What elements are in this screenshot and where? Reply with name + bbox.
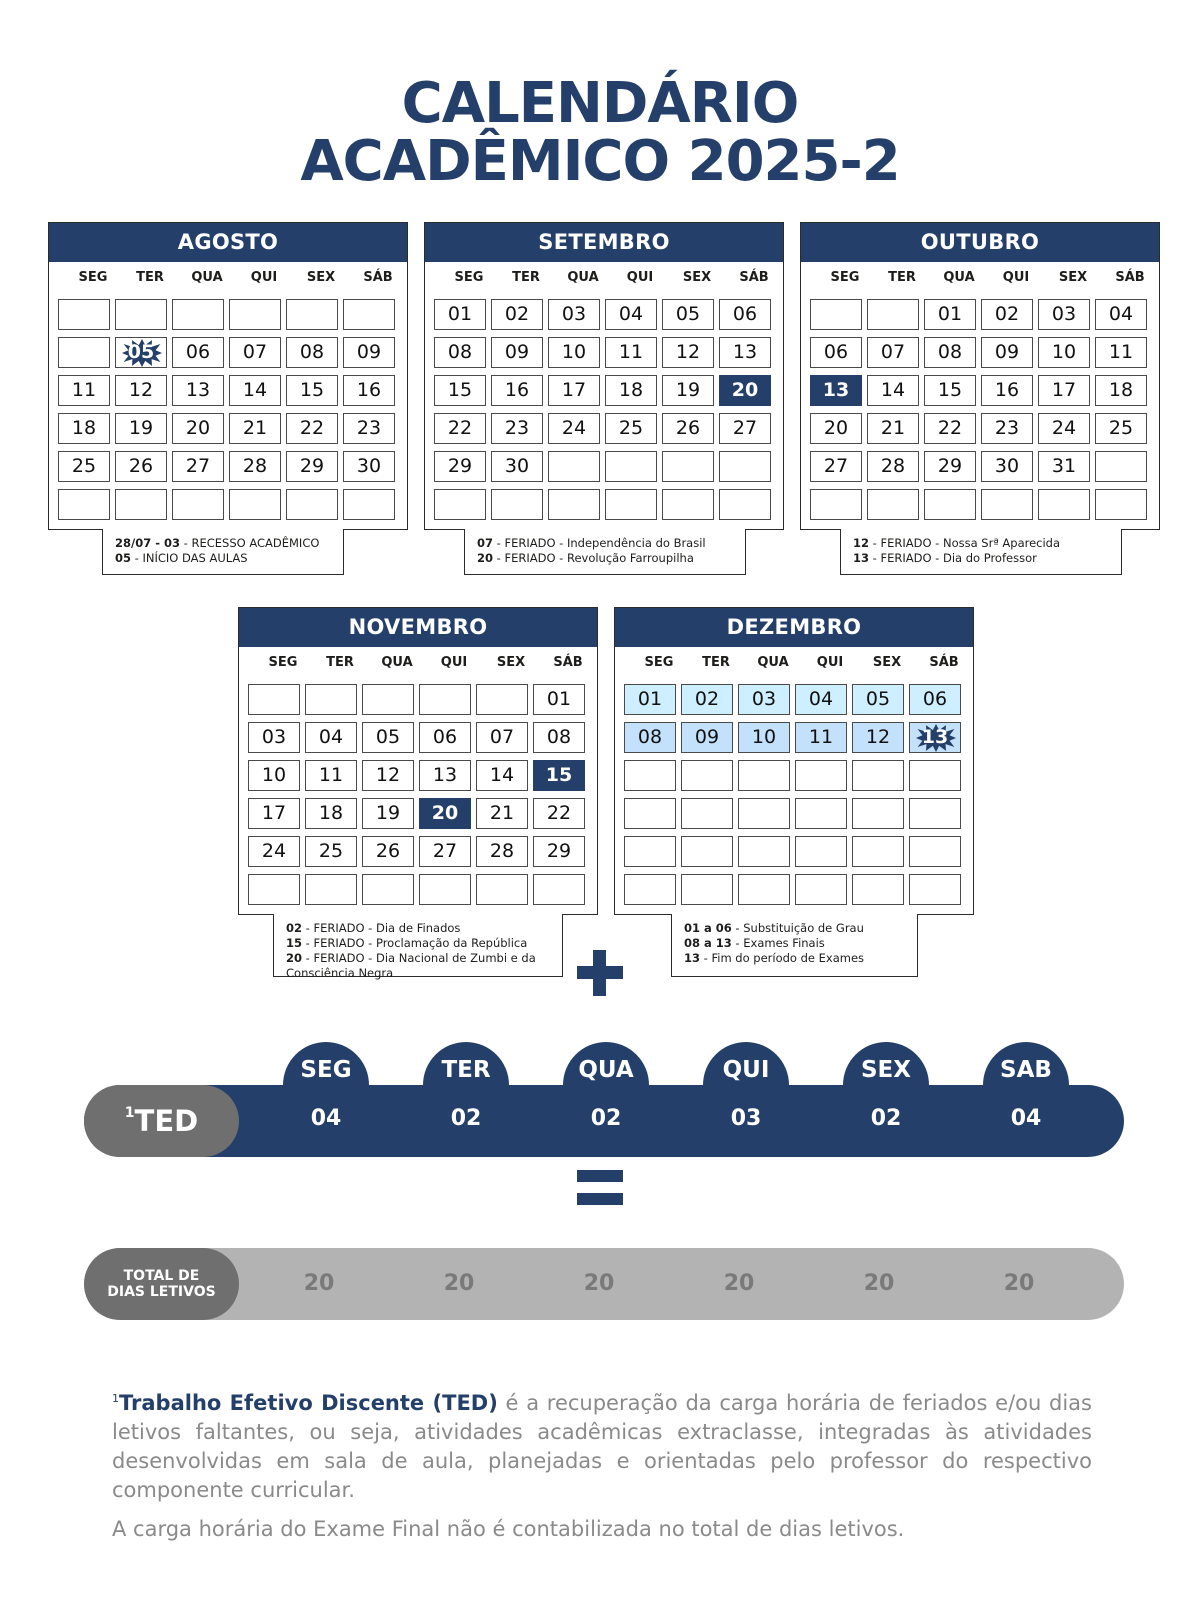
- weekday-label: SEX: [306, 270, 336, 285]
- day-cell: [476, 874, 528, 905]
- ted-value: 02: [870, 1106, 902, 1131]
- day-cell: [852, 760, 904, 791]
- day-cell: [738, 798, 790, 829]
- day-cell: 10: [1038, 337, 1090, 368]
- day-cell: 27: [172, 451, 224, 482]
- day-cell: [229, 489, 281, 520]
- day-cell: [810, 299, 862, 330]
- legend-item: 12 - FERIADO - Nossa Srª Aparecida: [853, 536, 1061, 550]
- day-cell: [1095, 489, 1147, 520]
- day-cell: [852, 836, 904, 867]
- weekday-header: [58, 270, 401, 290]
- day-cell: 09: [681, 722, 733, 753]
- day-cell: 01: [434, 299, 486, 330]
- day-cell: 29: [434, 451, 486, 482]
- legend-item: 08 a 13 - Exames Finais: [684, 936, 825, 950]
- month-novembro: [238, 607, 598, 915]
- weekday-label: QUA: [381, 655, 413, 670]
- day-cell: 18: [605, 375, 657, 406]
- weekday-label: SEG: [78, 270, 108, 285]
- day-cell: 12: [362, 760, 414, 791]
- day-cell: 30: [491, 451, 543, 482]
- month-setembro: [424, 222, 784, 530]
- day-cell: [548, 451, 600, 482]
- ted-value: 04: [310, 1106, 342, 1131]
- total-value: 20: [303, 1271, 335, 1296]
- day-cell: [624, 836, 676, 867]
- day-cell: [248, 874, 300, 905]
- day-cell: [795, 836, 847, 867]
- day-cell: 19: [362, 798, 414, 829]
- day-cell: 01: [924, 299, 976, 330]
- day-cell: 10: [738, 722, 790, 753]
- day-cell: 23: [491, 413, 543, 444]
- weekday-label: TER: [888, 270, 916, 285]
- day-cell: [624, 798, 676, 829]
- day-cell: 24: [548, 413, 600, 444]
- day-cell: 11: [58, 375, 110, 406]
- day-cell: 13: [419, 760, 471, 791]
- month-legend: [671, 914, 918, 977]
- day-cell: 02: [491, 299, 543, 330]
- day-cell: 19: [662, 375, 714, 406]
- day-cell: 05: [115, 337, 167, 368]
- day-cell: 29: [286, 451, 338, 482]
- month-legend: [464, 529, 746, 575]
- ted-label: $^1$TED: [84, 1085, 239, 1157]
- day-cell: 03: [548, 299, 600, 330]
- ted-day-tab: TER: [423, 1042, 509, 1102]
- day-cell: [738, 874, 790, 905]
- day-cell: 13: [909, 722, 961, 753]
- day-cell: 10: [548, 337, 600, 368]
- day-cell: [924, 489, 976, 520]
- month-title: SETEMBRO: [425, 223, 783, 262]
- day-cell: 06: [719, 299, 771, 330]
- day-cell: 01: [533, 684, 585, 715]
- day-cell: 05: [852, 684, 904, 715]
- day-cell: 11: [795, 722, 847, 753]
- day-cell: [362, 684, 414, 715]
- day-cell: 15: [533, 760, 585, 791]
- day-cell: [172, 299, 224, 330]
- weekday-label: SEG: [644, 655, 674, 670]
- day-cell: 03: [1038, 299, 1090, 330]
- day-cell: [58, 489, 110, 520]
- day-cell: [548, 489, 600, 520]
- weekday-label: SEX: [872, 655, 902, 670]
- day-cell: [286, 299, 338, 330]
- ted-value: 02: [450, 1106, 482, 1131]
- weekday-label: SEG: [830, 270, 860, 285]
- day-cell: 02: [681, 684, 733, 715]
- day-cell: [719, 451, 771, 482]
- day-cell: 22: [533, 798, 585, 829]
- ted-day-tab: QUI: [703, 1042, 789, 1102]
- day-cell: 06: [909, 684, 961, 715]
- day-cell: [852, 798, 904, 829]
- day-cell: 29: [533, 836, 585, 867]
- day-cell: 11: [605, 337, 657, 368]
- weekday-header: [810, 270, 1153, 290]
- day-cell: [738, 760, 790, 791]
- day-cell: [533, 874, 585, 905]
- day-cell: [909, 874, 961, 905]
- day-cell: 26: [115, 451, 167, 482]
- weekday-label: QUI: [816, 655, 844, 670]
- day-cell: 16: [981, 375, 1033, 406]
- day-cell: 20: [419, 798, 471, 829]
- day-cell: 24: [248, 836, 300, 867]
- day-cell: [229, 299, 281, 330]
- legend-item: 05 - INÍCIO DAS AULAS: [115, 551, 248, 565]
- weekday-label: QUI: [626, 270, 654, 285]
- day-cell: [419, 684, 471, 715]
- day-cell: [115, 299, 167, 330]
- day-cell: 04: [1095, 299, 1147, 330]
- day-cell: 08: [434, 337, 486, 368]
- weekday-label: QUI: [250, 270, 278, 285]
- weekday-label: SEX: [682, 270, 712, 285]
- weekday-label: SEG: [268, 655, 298, 670]
- day-cell: [172, 489, 224, 520]
- day-cell: 10: [248, 760, 300, 791]
- day-cell: 16: [491, 375, 543, 406]
- day-cell: [909, 760, 961, 791]
- weekday-label: QUA: [943, 270, 975, 285]
- day-cell: 04: [605, 299, 657, 330]
- day-cell: 21: [867, 413, 919, 444]
- weekday-label: QUA: [757, 655, 789, 670]
- day-cell: [852, 874, 904, 905]
- month-title: NOVEMBRO: [239, 608, 597, 647]
- month-legend: [102, 529, 344, 575]
- day-cell: [305, 684, 357, 715]
- weekday-label: TER: [512, 270, 540, 285]
- day-cell: 03: [248, 722, 300, 753]
- day-cell: 21: [476, 798, 528, 829]
- weekday-label: QUI: [440, 655, 468, 670]
- day-cell: 12: [662, 337, 714, 368]
- day-cell: [681, 798, 733, 829]
- day-cell: 11: [1095, 337, 1147, 368]
- day-cell: [981, 489, 1033, 520]
- total-value: 20: [723, 1271, 755, 1296]
- month-outubro: [800, 222, 1160, 530]
- legend-item: 13 - Fim do período de Exames: [684, 951, 865, 965]
- weekday-label: SEG: [454, 270, 484, 285]
- day-cell: 05: [362, 722, 414, 753]
- weekday-label: TER: [702, 655, 730, 670]
- day-cell: 07: [229, 337, 281, 368]
- legend-item: 01 a 06 - Substituição de Grau: [684, 921, 864, 935]
- day-cell: 31: [1038, 451, 1090, 482]
- day-cell: [909, 798, 961, 829]
- day-cell: 13: [719, 337, 771, 368]
- day-cell: 18: [305, 798, 357, 829]
- day-cell: 19: [115, 413, 167, 444]
- day-cell: 08: [533, 722, 585, 753]
- day-cell: [343, 299, 395, 330]
- page-title-line2: ACADÊMICO 2025-2: [300, 129, 900, 194]
- day-cell: 05: [662, 299, 714, 330]
- day-cell: 08: [924, 337, 976, 368]
- day-cell: 03: [738, 684, 790, 715]
- day-cell: 02: [981, 299, 1033, 330]
- weekday-label: SEX: [496, 655, 526, 670]
- day-cell: 23: [343, 413, 395, 444]
- day-cell: 17: [1038, 375, 1090, 406]
- day-cell: [795, 798, 847, 829]
- day-cell: 27: [810, 451, 862, 482]
- day-cell: 25: [1095, 413, 1147, 444]
- ted-day-tab: SEG: [283, 1042, 369, 1102]
- legend-item: 15 - FERIADO - Proclamação da República: [286, 936, 528, 950]
- day-cell: 20: [810, 413, 862, 444]
- day-cell: 04: [795, 684, 847, 715]
- day-cell: 09: [981, 337, 1033, 368]
- day-cell: 07: [476, 722, 528, 753]
- month-title: DEZEMBRO: [615, 608, 973, 647]
- ted-value: 02: [590, 1106, 622, 1131]
- day-cell: [434, 489, 486, 520]
- day-cell: 25: [605, 413, 657, 444]
- day-cell: 28: [229, 451, 281, 482]
- weekday-header: [248, 655, 591, 675]
- day-cell: 24: [1038, 413, 1090, 444]
- day-cell: 29: [924, 451, 976, 482]
- month-agosto: [48, 222, 408, 530]
- day-cell: 18: [1095, 375, 1147, 406]
- day-cell: [1095, 451, 1147, 482]
- day-cell: 20: [719, 375, 771, 406]
- legend-item: 28/07 - 03 - RECESSO ACADÊMICO: [115, 536, 320, 550]
- day-cell: 26: [362, 836, 414, 867]
- day-cell: [115, 489, 167, 520]
- day-cell: [362, 874, 414, 905]
- day-cell: 30: [981, 451, 1033, 482]
- day-cell: 15: [924, 375, 976, 406]
- day-cell: [810, 489, 862, 520]
- day-cell: 12: [115, 375, 167, 406]
- month-title: OUTUBRO: [801, 223, 1159, 262]
- day-cell: 23: [981, 413, 1033, 444]
- ted-day-tab: SAB: [983, 1042, 1069, 1102]
- day-cell: 09: [343, 337, 395, 368]
- weekday-header: [624, 655, 967, 675]
- day-cell: 16: [343, 375, 395, 406]
- weekday-label: SEX: [1058, 270, 1088, 285]
- day-cell: 06: [810, 337, 862, 368]
- weekday-label: TER: [136, 270, 164, 285]
- day-cell: [681, 836, 733, 867]
- legend-item: 02 - FERIADO - Dia de Finados: [286, 921, 461, 935]
- day-cell: 20: [172, 413, 224, 444]
- day-cell: 04: [305, 722, 357, 753]
- ted-day-tab: SEX: [843, 1042, 929, 1102]
- day-cell: 22: [924, 413, 976, 444]
- legend-item: 07 - FERIADO - Independência do Brasil: [477, 536, 706, 550]
- day-cell: [909, 836, 961, 867]
- day-cell: 18: [58, 413, 110, 444]
- exam-footnote: A carga horária do Exame Final não é contabilizada no total de dias letivos.: [112, 1517, 905, 1541]
- page-title-line1: CALENDÁRIO: [401, 71, 799, 136]
- day-cell: 17: [248, 798, 300, 829]
- weekday-label: SÁB: [363, 270, 393, 285]
- day-cell: 26: [662, 413, 714, 444]
- day-cell: 12: [852, 722, 904, 753]
- total-value: 20: [583, 1271, 615, 1296]
- ted-value: 03: [730, 1106, 762, 1131]
- day-cell: 06: [419, 722, 471, 753]
- ted-day-tab: QUA: [563, 1042, 649, 1102]
- day-cell: 13: [810, 375, 862, 406]
- day-cell: [491, 489, 543, 520]
- day-cell: [795, 874, 847, 905]
- day-cell: [605, 451, 657, 482]
- day-cell: 15: [434, 375, 486, 406]
- total-value: 20: [443, 1271, 475, 1296]
- weekday-label: SÁB: [553, 655, 583, 670]
- day-cell: [624, 874, 676, 905]
- ted-footnote: $^1$Trabalho Efetivo Discente (TED) é a recuperação da carga horária de feriados e/ou dias letivos faltantes, ou seja, atividades acadêmicas extraclasse, integradas às atividades desenvolvidas em sala de aula, planejadas e orientadas pelo professor do respectivo componente curricular.: [112, 1391, 1092, 1502]
- weekday-label: QUA: [191, 270, 223, 285]
- day-cell: [681, 760, 733, 791]
- total-label: TOTAL DE DIAS LETIVOS: [84, 1248, 239, 1320]
- total-value: 20: [863, 1271, 895, 1296]
- day-cell: [1038, 489, 1090, 520]
- weekday-label: SÁB: [929, 655, 959, 670]
- weekday-header: [434, 270, 777, 290]
- day-cell: 25: [305, 836, 357, 867]
- weekday-label: SÁB: [1115, 270, 1145, 285]
- legend-item: 20 - FERIADO - Dia Nacional de Zumbi e da Consciência Negra: [286, 951, 536, 980]
- day-cell: [419, 874, 471, 905]
- day-cell: [58, 299, 110, 330]
- month-dezembro: [614, 607, 974, 915]
- day-cell: 07: [867, 337, 919, 368]
- day-cell: [662, 489, 714, 520]
- day-cell: [624, 760, 676, 791]
- day-cell: [248, 684, 300, 715]
- day-cell: [719, 489, 771, 520]
- day-cell: 11: [305, 760, 357, 791]
- day-cell: 15: [286, 375, 338, 406]
- day-cell: 21: [229, 413, 281, 444]
- day-cell: 27: [719, 413, 771, 444]
- day-cell: 17: [548, 375, 600, 406]
- day-cell: [476, 684, 528, 715]
- day-cell: 01: [624, 684, 676, 715]
- legend-item: 20 - FERIADO - Revolução Farroupilha: [477, 551, 694, 565]
- day-cell: 25: [58, 451, 110, 482]
- month-legend: [840, 529, 1122, 575]
- day-cell: [867, 489, 919, 520]
- weekday-label: SÁB: [739, 270, 769, 285]
- day-cell: 08: [286, 337, 338, 368]
- day-cell: 14: [867, 375, 919, 406]
- day-cell: [343, 489, 395, 520]
- day-cell: 22: [286, 413, 338, 444]
- day-cell: 28: [867, 451, 919, 482]
- weekday-label: QUA: [567, 270, 599, 285]
- day-cell: [867, 299, 919, 330]
- month-legend: [273, 914, 563, 980]
- month-title: AGOSTO: [49, 223, 407, 262]
- weekday-label: QUI: [1002, 270, 1030, 285]
- day-cell: 22: [434, 413, 486, 444]
- day-cell: 14: [476, 760, 528, 791]
- day-cell: 14: [229, 375, 281, 406]
- day-cell: [286, 489, 338, 520]
- day-cell: [605, 489, 657, 520]
- day-cell: [305, 874, 357, 905]
- legend-item: 13 - FERIADO - Dia do Professor: [853, 551, 1037, 565]
- day-cell: [662, 451, 714, 482]
- day-cell: 27: [419, 836, 471, 867]
- day-cell: [681, 874, 733, 905]
- day-cell: 13: [172, 375, 224, 406]
- day-cell: [795, 760, 847, 791]
- day-cell: 08: [624, 722, 676, 753]
- day-cell: [738, 836, 790, 867]
- ted-value: 04: [1010, 1106, 1042, 1131]
- total-value: 20: [1003, 1271, 1035, 1296]
- day-cell: 28: [476, 836, 528, 867]
- day-cell: 30: [343, 451, 395, 482]
- day-cell: [58, 337, 110, 368]
- day-cell: 06: [172, 337, 224, 368]
- day-cell: 09: [491, 337, 543, 368]
- weekday-label: TER: [326, 655, 354, 670]
